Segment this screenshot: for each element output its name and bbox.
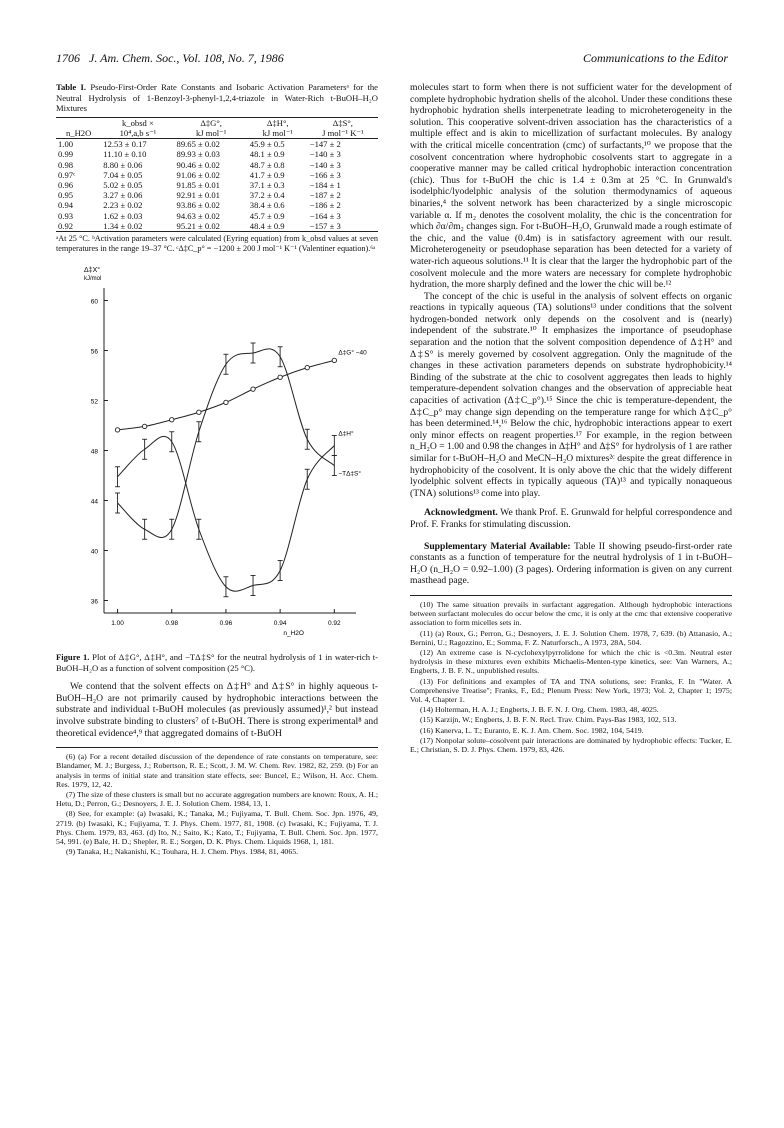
reference-7: (7) The size of these clusters is small but no accurate aggregation numbers are known: Roux, A. H.; Hetu, D.; Perron, G.; Desnoyers, J. E. J. Solution Chem. 1984, 13, 1. <box>56 789 378 809</box>
x-tick-label: 0.98 <box>165 620 179 628</box>
table-cell: 3.27 ± 0.06 <box>103 190 143 201</box>
table-caption-label: Table I. <box>56 82 87 92</box>
table-header-cell <box>56 117 101 128</box>
table-cell: 0.92 <box>56 221 101 232</box>
reference-11: (11) (a) Roux, G.; Perron, G.; Desnoyers, J. E. J. Solution Chem. 1978, 7, 639. (b) Attanasio, A.; Bernini, U.; Ragozzino, E.; Somma, F. Z. Naturforsch., A 1973, 28A, 504. <box>410 628 732 647</box>
table-cell: 90.46 ± 0.02 <box>176 159 220 170</box>
table-cell: 2.23 ± 0.02 <box>103 200 143 211</box>
table-header-cell: Δ‡H°, <box>248 117 308 128</box>
table-header-cell: kJ mol⁻¹ <box>248 128 308 139</box>
table-cell: 8.80 ± 0.06 <box>103 159 143 170</box>
ack-text: We thank Prof. E. Grunwald for helpful correspondence and Prof. F. Franks for stimulating discussion. <box>410 507 733 530</box>
table-cell: 0.93 <box>58 210 74 221</box>
data-point <box>224 400 228 404</box>
data-point <box>197 410 201 414</box>
activation-parameters-chart <box>56 258 378 648</box>
series-label: Δ‡H° <box>338 430 354 438</box>
table-cell: −186 ± 2 <box>309 200 341 211</box>
y-tick-label: 52 <box>90 398 98 406</box>
table-row <box>56 211 378 221</box>
table-cell: −166 ± 3 <box>309 169 341 180</box>
left-column <box>56 82 378 857</box>
table-row <box>56 200 378 210</box>
figure-caption-label: Figure 1. <box>56 652 90 663</box>
table-row <box>56 190 378 200</box>
table-header-cell: Δ‡G°, <box>175 117 248 128</box>
y-tick-label: 60 <box>90 298 98 306</box>
reference-16: (16) Kanerva, L. T.; Euranto, E. K. J. Am. Chem. Soc. 1982, 104, 5419. <box>420 725 644 735</box>
series-line <box>118 349 335 538</box>
page-header-left <box>56 51 284 66</box>
page-number: 1706 <box>56 51 80 65</box>
table-cell: −157 ± 3 <box>308 221 378 232</box>
rate-constants-table <box>56 117 378 232</box>
table-cell: −140 ± 3 <box>309 159 341 170</box>
section-title: Communications to the Editor <box>583 51 728 65</box>
y-axis-label: Δ‡X° <box>84 267 101 275</box>
table-cell: −164 ± 3 <box>309 210 341 221</box>
table-row <box>56 221 378 232</box>
y-tick-label: 44 <box>90 498 98 506</box>
supp-text: Table II showing pseudo-first-order rate constants as a function of temperature for the neutral hydrolysis of 1 in t-BuOH–H₂O (n_H₂O = 0.92–1.00) (3 pages). Ordering information is given on any current masthead page. <box>410 540 732 587</box>
table-cell: −187 ± 2 <box>309 190 341 201</box>
table-header-cell: kJ mol⁻¹ <box>175 128 248 139</box>
table-header-cell: 10⁴,a,b s⁻¹ <box>101 128 174 139</box>
x-tick-label: 0.94 <box>273 620 287 628</box>
table-cell: 1.34 ± 0.02 <box>101 221 174 232</box>
data-point <box>251 387 255 391</box>
table-cell: 45.7 ± 0.9 <box>249 210 285 221</box>
table-cell: 0.97ᶜ <box>58 169 76 180</box>
x-tick-label: 1.00 <box>111 620 124 628</box>
reference-13: (13) For definitions and examples of TA and TNA solutions, see: Franks, F. In "Water. A Comprehensive Treatise"; Franks, F., Ed.; Plenum Press: New York, 1973; Vol. 2, Chapter 1; 1975; Vol. 4, Chapter 1. <box>410 676 732 704</box>
table-cell: 91.06 ± 0.02 <box>176 169 220 180</box>
table-header-cell: k_obsd × <box>101 117 174 128</box>
table-cell: 41.7 ± 0.9 <box>249 169 285 180</box>
data-point <box>278 375 282 379</box>
reference-8: (8) See, for example: (a) Iwasaki, K.; Tanaka, M.; Fujiyama, T. Bull. Chem. Soc. Jpn. 1976, 49, 2719. (b) Iwasaki, K.; Fujiyama, T. J. Phys. Chem. 1977, 81, 1908. (c) Iwasaki, K.; Fujiyama, T. J. Phys. Chem. 1979, 83, 463. (d) Ito, N.; Saito, K.; Kato, T.; Fujiyama, T. Bull. Chem. Soc. Jpn. 1977, 54, 991. (e) Bale, H. D.; Shepler, R. E.; Sorgen, D. K. Phys. Chem. Liquids 1968, 1, 181. <box>56 809 378 846</box>
table-header-cell: Δ‡S°, <box>308 117 378 128</box>
table-cell: 1.62 ± 0.03 <box>103 210 143 221</box>
table-cell: 89.65 ± 0.02 <box>176 139 220 150</box>
series-line <box>118 436 335 591</box>
table-cell: 0.99 <box>58 149 74 160</box>
y-tick-label: 36 <box>90 598 98 606</box>
table-cell: −184 ± 1 <box>309 180 341 190</box>
reference-10: (10) The same situation prevails in surfactant aggregation. Although hydrophobic interactions between surfactant molecules do occur below the cmc, it is only at the cmc that extensive cooperative association to form micelles sets in. <box>410 599 732 628</box>
x-tick-label: 0.96 <box>219 620 233 628</box>
table-cell: 0.98 <box>58 159 74 170</box>
reference-15: (15) Karzijn, W.; Engberts, J. B. F. N. Recl. Trav. Chim. Pays-Bas 1983, 102, 513. <box>420 715 677 725</box>
table-cell: 11.10 ± 0.10 <box>103 149 147 160</box>
y-tick-label: 40 <box>90 548 98 556</box>
acknowledgment <box>410 507 732 530</box>
table-cell: 7.04 ± 0.05 <box>103 169 143 180</box>
reference-14: (14) Holterman, H. A. J.; Engberts, J. B. F. N. J. Org. Chem. 1983, 48, 4025. <box>420 705 659 715</box>
data-point <box>170 418 174 422</box>
left-body <box>56 681 378 739</box>
table-cell: 1.00 <box>58 139 74 150</box>
table-cell: 92.91 ± 0.01 <box>176 190 220 201</box>
table-caption <box>56 82 378 114</box>
table-cell: 48.7 ± 0.8 <box>249 159 285 170</box>
figure-caption-text: Plot of Δ‡G°, Δ‡H°, and −TΔ‡S° for the neutral hydrolysis of 1 in water-rich t-BuOH–H₂O as a function of solvent composition (25 °C). <box>56 652 379 673</box>
x-axis-label: n_H2O <box>283 630 304 638</box>
table-footnote: ᵃAt 25 °C. ᵇActivation parameters were calculated (Eyring equation) from k_obsd values at seven temperatures in the range 19–37 °C. ᶜΔ‡C_p° = −1200 ± 200 J mol⁻¹ K⁻¹ (Valentiner equation).⁶ᵃ <box>56 234 378 254</box>
table-cell: −140 ± 3 <box>309 149 341 160</box>
figure-caption <box>56 652 378 673</box>
table-cell: 37.2 ± 0.4 <box>249 190 285 201</box>
supp-label: Supplementary Material Available: <box>424 540 571 552</box>
table-row <box>56 180 378 190</box>
y-tick-label: 48 <box>90 448 98 456</box>
right-references <box>410 595 732 754</box>
table-cell: 48.4 ± 0.9 <box>248 221 308 232</box>
series-label: −TΔ‡S° <box>338 470 361 478</box>
figure-1 <box>56 258 378 648</box>
table-header-cell: J mol⁻¹ K⁻¹ <box>308 128 378 139</box>
left-references <box>56 747 378 856</box>
data-point <box>305 365 309 369</box>
table-row <box>56 149 378 159</box>
body-paragraph: We contend that the solvent effects on Δ‡H° and Δ‡S° in highly aqueous t-BuOH–H₂O are not primarily caused by hydrophobic interactions between the substrate and individual t-BuOH molecules (as previously assumed)¹,² but instead involve substrate binding to clusters⁷ of t-BuOH. There is strong experimental⁸ and theoretical evidence⁴,⁹ that aggregated domains of t-BuOH <box>56 681 378 739</box>
ack-label: Acknowledgment. <box>424 507 498 519</box>
table-cell: 0.96 <box>58 180 74 190</box>
table-cell: 38.4 ± 0.6 <box>249 200 285 211</box>
y-axis-unit: kJ/mol <box>84 276 102 283</box>
table-cell: 94.63 ± 0.02 <box>176 210 220 221</box>
table-cell: 12.53 ± 0.17 <box>103 139 147 150</box>
table-cell: 93.86 ± 0.02 <box>176 200 220 211</box>
table-cell: 89.93 ± 0.03 <box>176 149 220 160</box>
table-header-cell: n_H2O <box>56 128 101 139</box>
table-header-row <box>56 128 378 139</box>
reference-6: (6) (a) For a recent detailed discussion of the dependence of rate constants on temperature, see: Blandamer, M. J.; Burgess, J.; Robertson, R. E.; Scott, J. M. W. Chem. Rev. 1982, 82, 259. (b) For an analysis in terms of initial state and transition state effects, see: Buncel, E.; Wilson, H. Acc. Chem. Res. 1979, 12, 42. <box>56 752 378 789</box>
table-cell: 45.9 ± 0.5 <box>249 139 285 150</box>
table-cell: 91.85 ± 0.01 <box>176 180 220 190</box>
right-column <box>410 82 732 755</box>
data-point <box>115 428 119 432</box>
table-row <box>56 170 378 180</box>
reference-12: (12) An extreme case is N-cyclohexylpyrrolidone for which the chic is <0.3m. Neutral ester hydrolysis in these mixtures even exhibits Michaelis-Menten-type kinetics, see: Van Warners, A.; Engberts, J. B. F. N., unpublished results. <box>410 647 732 676</box>
journal-citation: J. Am. Chem. Soc., Vol. 108, No. 7, 1986 <box>89 51 284 65</box>
supplementary-material <box>410 541 732 587</box>
y-tick-label: 56 <box>90 348 98 356</box>
reference-9: (9) Tanaka, H.; Nakanishi, K.; Touhara, H. J. Chem. Phys. 1984, 81, 4065. <box>66 847 299 857</box>
table-cell: −147 ± 2 <box>309 139 341 150</box>
table-cell: 95.21 ± 0.02 <box>175 221 248 232</box>
table-cell: 5.02 ± 0.05 <box>103 180 143 190</box>
table-cell: 37.1 ± 0.3 <box>249 180 285 190</box>
table-cell: 0.94 <box>58 200 74 211</box>
table-row <box>56 139 378 150</box>
right-body <box>410 82 732 499</box>
table-caption-text: Pseudo-First-Order Rate Constants and Isobaric Activation Parametersᵃ for the Neutral Hydrolysis of 1-Benzoyl-3-phenyl-1,2,4-triazole in Water-Rich t-BuOH–H₂O Mixtures <box>56 82 378 114</box>
table-header-row <box>56 117 378 128</box>
data-point <box>332 358 336 362</box>
series-label: Δ‡G° −40 <box>338 349 367 357</box>
reference-17: (17) Nonpolar solute–cosolvent pair interactions are dominated by hydrophobic effects: Tucker, E. E.; Christian, S. D. J. Phys. Chem. 1979, 83, 426. <box>410 735 732 754</box>
body-paragraph: The concept of the chic is useful in the analysis of solvent effects on organic reactions in typically aqueous (TA) solutions¹³ under conditions that the solvent hydrogen-bonded network only depends on the cosolvent and is (nearly) independent of the substrate.¹⁰ It emphasizes the importance of pseudophase separation and the notion that the solvent composition dependence of Δ‡H° and Δ‡S° is merely governed by cosolvent aggregation. Only the magnitude of the changes in these activation parameters depends on substrate hydrophobicity.¹⁴ Binding of the substrate at the chic to cosolvent aggregates then leads to highly temperature-dependent solvation changes and the observation of appreciable heat capacities of activation (Δ‡C_p°).¹⁵ Since the chic is temperature-dependent, the Δ‡C_p° may change sign depending on the temperature range for which Δ‡C_p° has been determined.¹⁴,¹⁶ Below the chic, hydrophobic interactions appear to exert only minor effects on reagent properties.¹⁷ For example, in the region between n_H₂O = 1.00 and 0.98 the changes in Δ‡H° and Δ‡S° for hydrolysis of 1 are rather similar for t-BuOH–H₂O and MeCN–H₂O mixtures²ᶜ despite the great difference in hydrophobicity of the cosolvent. It is only above the chic that the widely different lyodelphic solvent effects in typically aqueous (TA)¹³ and typically nonaqueous (TNA) solutions¹³ come into play. <box>410 290 732 499</box>
table-row <box>56 160 378 170</box>
table-cell: 48.1 ± 0.9 <box>249 149 285 160</box>
x-tick-label: 0.92 <box>327 620 341 628</box>
body-paragraph: molecules start to form when there is not sufficient water for the development of complete hydrophobic hydration shells of the alcohol. Under these conditions these hydrophobic hydration shells interpenetrate leading to microheterogeneity in the solution. This cooperative solvent-driven association has the characteristics of a multiple effect and is akin to micellization of surfactant molecules. By analogy with the critical micelle concentration (cmc) of surfactants,¹⁰ we propose that the cosolvent concentration where hydrophobic cosolvents start to aggregate in a cooperative manner may be called critical hydrophobic interaction concentration (chic). Thus for t-BuOH the chic is 1.4 ± 0.3m at 25 °C. In Grunwald's isodelphic/lyodelphic analysis of the solution thermodynamics of aqueous binaries,⁴ the solvent network has been characterized by a single microscopic variable α. If m₂ denotes the cosolvent molality, the chic is the concentration for which ∂α/∂m₂ changes sign. For t-BuOH–H₂O, Grunwald made a rough estimate of the chic, and the value (0.4m) is in satisfactory agreement with our result. Microheterogeneity or pseudophase separation has been detected for a variety of water-rich aqueous solutions.¹¹ It is clear that the larger the hydrophobic part of the cosolvent molecule and the more waters are necessary for complete hydrophobic hydration, the more sharply defined and the lower the chic will be.¹² <box>410 82 732 291</box>
data-point <box>142 424 146 428</box>
table-cell: 0.95 <box>58 190 74 201</box>
